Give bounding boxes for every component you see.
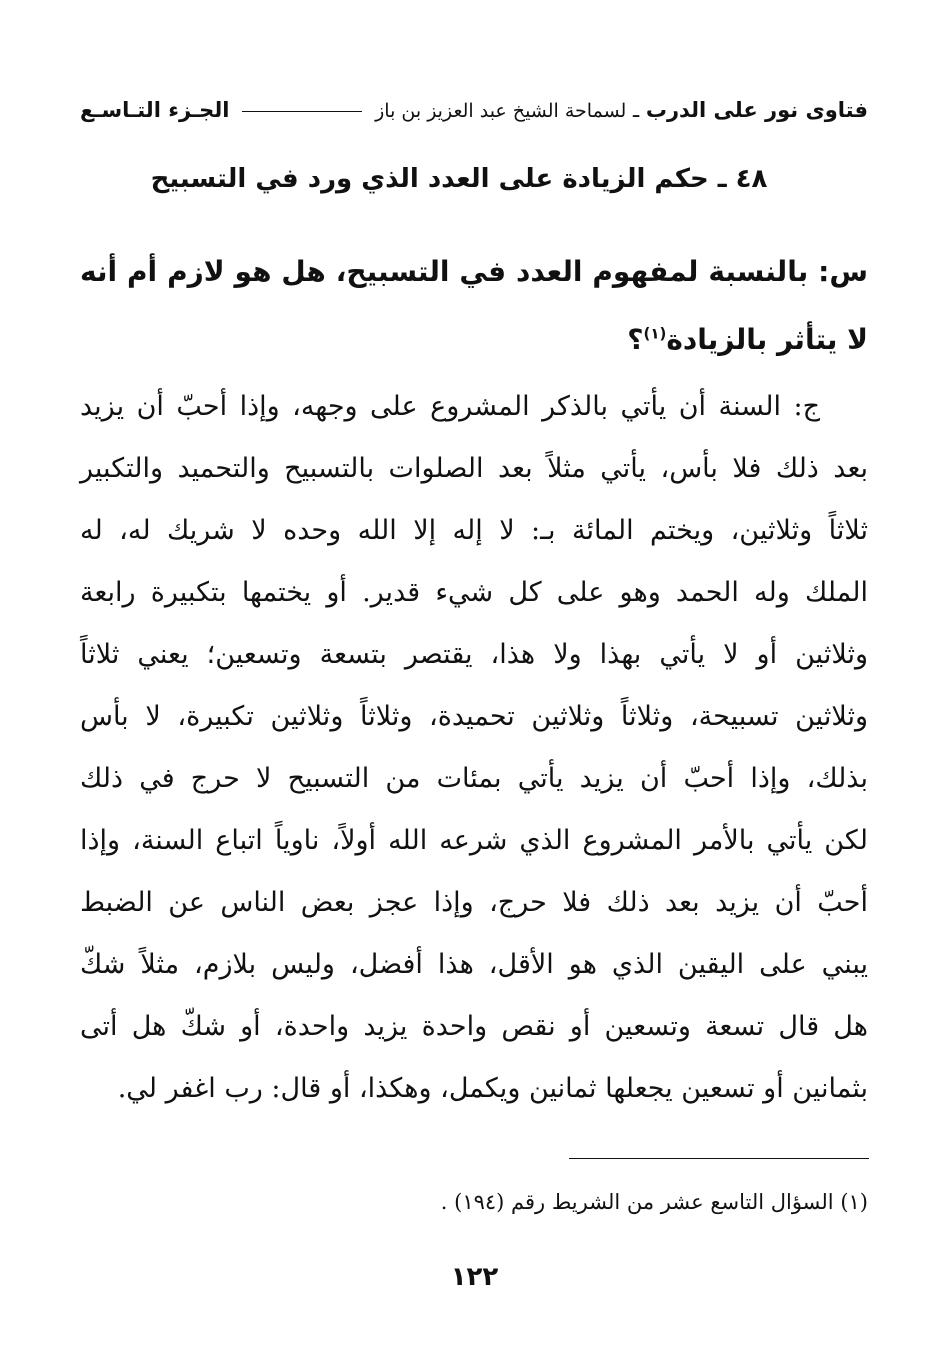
footnote-text: (١) السؤال التاسع عشر من الشريط رقم (١٩٤) .	[440, 1190, 868, 1214]
page-number: ١٢٢	[450, 1262, 499, 1292]
question-text: س: بالنسبة لمفهوم العدد في التسبيح، هل هو لازم أم أنه لا يتأثر بالزيادة	[80, 255, 868, 356]
answer-line: بعد ذلك فلا بأس، يأتي مثلاً بعد الصلوات بالتسبيح والتحميد والتكبير	[80, 453, 868, 484]
header-separator: ـ	[633, 98, 640, 122]
footnote-divider	[569, 1158, 869, 1159]
answer-line: يبني على اليقين الذي هو الأقل، هذا أفضل، وليس بلازم، مثلاً شكّ	[80, 949, 868, 980]
question-paragraph	[80, 238, 868, 374]
header-rule	[242, 111, 362, 112]
answer-line: لكن يأتي بالأمر المشروع الذي شرعه الله أولاً، ناوياً اتباع السنة، وإذا	[80, 825, 868, 856]
answer-paragraph	[80, 376, 868, 1120]
answer-line: بثمانين أو تسعين يجعلها ثمانين ويكمل، وهكذا، أو قال: رب اغفر لي.	[117, 1073, 868, 1104]
question-mark: ؟	[627, 323, 644, 356]
answer-line: وثلاثين أو لا يأتي بهذا ولا هذا، يقتصر بتسعة وتسعين؛ يعني ثلاثاً	[80, 639, 868, 670]
answer-line: هل قال تسعة وتسعين أو نقص واحدة يزيد واحدة، أو شكّ هل أتى	[80, 1011, 868, 1042]
answer-line: وثلاثين تسبيحة، وثلاثاً وثلاثين تحميدة، وثلاثاً وثلاثين تكبيرة، لا بأس	[80, 701, 868, 732]
footnote-reference: (١)	[643, 324, 667, 343]
answer-line: أحبّ أن يزيد بعد ذلك فلا حرج، وإذا عجز بعض الناس عن الضبط	[80, 887, 868, 918]
volume-part: الجـزء التـاسـع	[80, 98, 230, 122]
author-name: لسماحة الشيخ عبد العزيز بن باز	[375, 100, 627, 122]
running-header	[80, 98, 868, 134]
book-title: فتاوى نور على الدرب	[645, 98, 868, 122]
answer-line: بذلك، وإذا أحبّ أن يزيد يأتي بمئات من التسبيح لا حرج في ذلك	[80, 763, 868, 794]
answer-line: ثلاثاً وثلاثين، ويختم المائة بـ: لا إله إلا الله وحده لا شريك له، له	[80, 515, 868, 546]
answer-line: ج: السنة أن يأتي بالذكر المشروع على وجهه، وإذا أحبّ أن يزيد	[80, 391, 821, 422]
answer-line: الملك وله الحمد وهو على كل شيء قدير. أو يختمها بتكبيرة رابعة	[80, 577, 868, 608]
section-heading: ٤٨ ـ حكم الزيادة على العدد الذي ورد في التسبيح	[150, 164, 768, 194]
